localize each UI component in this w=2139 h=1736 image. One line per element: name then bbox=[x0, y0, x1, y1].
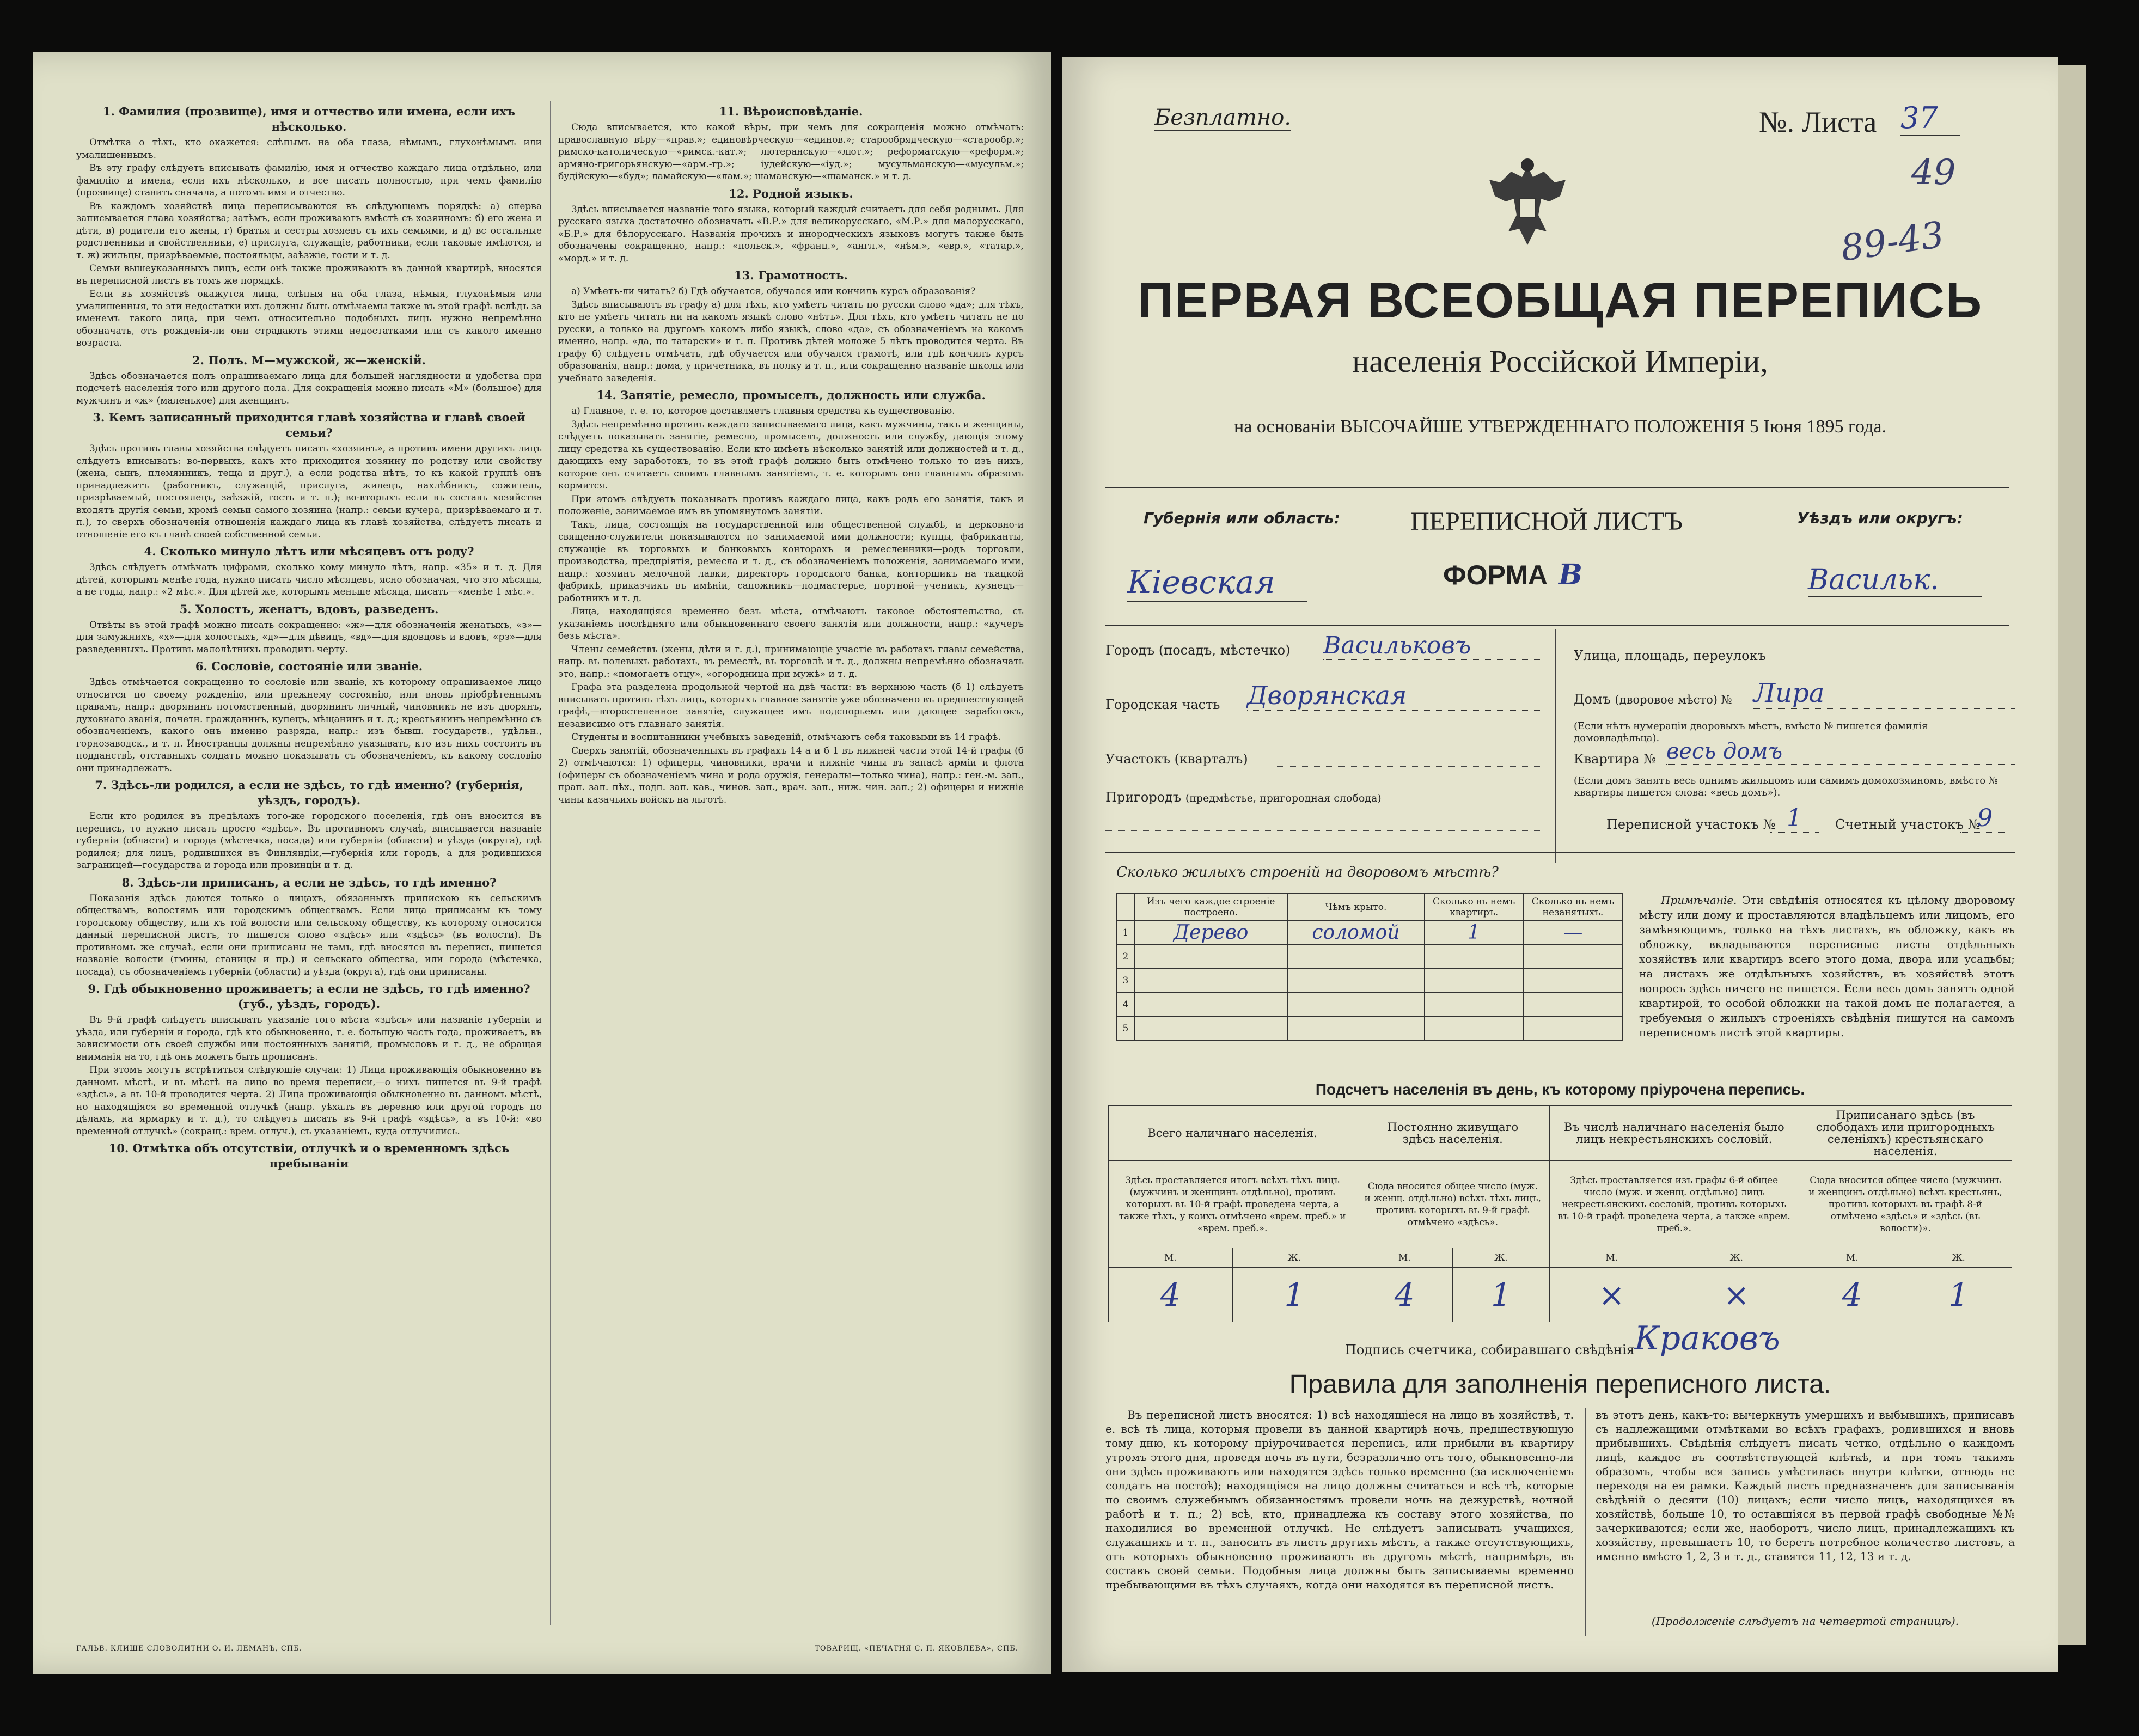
instruction-paragraph: Въ эту графу слѣдуетъ вписывать фамилію, имя и отчество каждаго лица отдѣльно, или фамилію и имена, если ихъ нѣсколько, и все писать полностью, при чемъ фамилію (прозвище) ставить сначала, а потомъ имя и отчество. bbox=[76, 163, 542, 198]
buildings-table bbox=[1116, 893, 1623, 1041]
instruction-paragraph: Здѣсь обозначается полъ опрашиваемаго лица для большей наглядности и удобства при подсчетѣ населенія того или другого пола. Для сокращенія можно писать «М» (большое) для мужчинъ и «ж» (маленькое) для женщинъ. bbox=[76, 370, 542, 406]
rules-column-1: Въ переписной листъ вносятся: 1) всѣ находящіеся на лицо въ хозяйствѣ, т. е. всѣ тѣ лица, которыя провели въ данной квартирѣ ночь, предшествующую тому дню, къ которому пріурочивается перепись, или прибыли въ квартиру утромъ этого дня, проведя ночь въ пути, безразлично отъ того, обыкновенно-ли они здѣсь проживаютъ или находятся здѣсь только временно (за исключеніемъ солдатъ на постоѣ); находящіяся на лицо должны считаться и всѣ тѣ, которые по своимъ служебнымъ обязанностямъ провели ночь на дежурствѣ, ночной работѣ и т. п.; 2) всѣ, кто, принадлежа къ составу этого хозяйства, по находилися во временной отлучкѣ. Не слѣдуетъ записывать учащихся, служащихъ и т. п., заносить въ листъ другихъ мѣстъ, а также отсутствующихъ, отъ которыхъ обыкновенно проживаютъ въ другомъ мѣстѣ, напримѣръ, въ составъ своей семьи. Подобныя лица должны быть записываемы временно пребывающими въ тѣхъ случаяхъ, когда они находятся въ переписной листъ. bbox=[1105, 1408, 1574, 1591]
house-hint: (Если нѣтъ нумераціи дворовыхъ мѣстъ, вмѣсто № пишется фамилія домовладѣльца). bbox=[1574, 720, 1928, 744]
instruction-paragraph: Въ каждомъ хозяйствѣ лица переписываются въ слѣдующемъ порядкѣ: а) сперва записывается глава хозяйства; затѣмъ, если проживаютъ вмѣстѣ съ хозяиномъ: б) его жена и дѣти, в) родители его жены, г) братья и сестры хозяевъ съ ихъ семьями, и д) вс остальные родственники и свойственники, е) прислуга, служащіе, работники, если таковые имѣются, и т. ж) жильцы, призрѣваемые, постояльцы, заѣзжіе, гости и т. д. bbox=[76, 200, 542, 261]
tally-desc-present: Здѣсь проставляется итогъ всѣхъ тѣхъ лицъ (мужчинъ и женщинъ отдѣльно), противъ которыхъ въ 10-й графѣ проведена черта, а также тѣхъ, у коихъ отмѣчено «врем. преб.» и «врем. преб.». bbox=[1109, 1161, 1356, 1248]
address-divider bbox=[1555, 629, 1556, 863]
instruction-heading: 12. Родной языкъ. bbox=[729, 186, 853, 200]
sex-female-label: Ж. bbox=[1453, 1248, 1549, 1268]
buildings-cell-material bbox=[1134, 945, 1287, 969]
buildings-cell-roof bbox=[1287, 945, 1425, 969]
free-label: Безплатно. bbox=[1154, 105, 1292, 130]
continued-note: (Продолженіе слѣдуетъ на четвертой страницѣ). bbox=[1651, 1615, 1959, 1628]
section-label: Участокъ (кварталъ) bbox=[1105, 751, 1248, 767]
town-label: Городъ (посадъ, мѣстечко) bbox=[1105, 643, 1291, 658]
instruction-paragraph: Члены семействъ (жены, дѣти и т. д.), принимающіе участіе въ работахъ главы семейства, напр. въ полевыхъ работахъ, въ ремеслѣ, въ торговлѣ и т. д., должны непремѣнно обозначать это, напр.: «помогаетъ отцу», «огородница при мужѣ» и т. д. bbox=[558, 644, 1024, 680]
sex-male-label: М. bbox=[1356, 1248, 1453, 1268]
instruction-heading: 1. Фамилия (прозвище), имя и отчество или имена, если ихъ нѣсколько. bbox=[102, 105, 516, 133]
suburb-label-text: Пригородъ bbox=[1105, 790, 1182, 805]
instruction-paragraph: Такъ, лица, состоящія на государственной или общественной службѣ, и церковно-и священно-служители показываются по занимаемой ими должности; купцы, фабриканты, служащіе въ торговыхъ и банковыхъ конторахъ и ремесленники—родъ торговли, производства, предпріятія, ремесла и т. д., съ обозначеніемъ положенія, занимаемаго ими, напр.: хозяинъ мелочной лавки, директоръ городского банка, конторщикъ на ткацкой фабрикѣ, приказчикъ въ имѣніи, сапожникъ—подмастерье, портной—ученикъ, кузнецъ—работникъ и т. д. bbox=[558, 519, 1024, 604]
instruction-paragraph: Здѣсь вписываютъ въ графу а) для тѣхъ, кто умѣетъ читать по русски слово «да»; для тѣхъ, кто не умѣетъ читать ни на какомъ языкѣ слово «нѣтъ». Для тѣхъ, кто умѣетъ читать не по русски, а только на другомъ какомъ либо языкѣ, слово «да», съ обозначеніемъ на какомъ именно, напр. «да, по татарски» и т. п. Противъ дѣтей моложе 5 лѣтъ проводится черта. Въ графу б) слѣдуетъ отмѣчать, гдѣ обучается или обучался грамотѣ, или гдѣ кончилъ курсъ образованія, напр.: дома, у причетника, въ полку и т. п., или сокращенно названіе школы или учебнаго заведенія. bbox=[558, 299, 1024, 384]
tally-header-present: Всего наличнаго населенія. bbox=[1109, 1106, 1356, 1161]
count-district-value: 9 bbox=[1960, 804, 2009, 833]
house-value: Лира bbox=[1753, 678, 2015, 709]
buildings-table-row bbox=[1117, 969, 1623, 993]
buildings-cell-vacant bbox=[1523, 945, 1622, 969]
instruction-paragraph: Сверхъ занятій, обозначенныхъ въ графахъ 14 а и б 1 въ нижней части этой 14-й графы (б 2) отмѣчаются: 1) офицеры, чиновники, врачи и нижніе чины въ запасѣ арміи и флота (офицеры съ обозначеніемъ чина и рода оружія, генералы—только чина), напр.: ген.-м. зап., прап. зап. пѣх., подп. зап. кав., чинов. зап., врач. зап., ниж. чин. зап.; 2) офицеры и нижніе чины казачьихъ войскъ на льготѣ. bbox=[558, 745, 1024, 805]
sex-male-label: М. bbox=[1109, 1248, 1233, 1268]
archive-mark-2: 89-43 bbox=[1838, 213, 1947, 270]
instruction-heading: 14. Занятіе, ремесло, промыселъ, должность или служба. bbox=[596, 388, 986, 402]
buildings-cell-n: 4 bbox=[1117, 993, 1135, 1017]
instruction-paragraph: При этомъ слѣдуетъ показывать противъ каждаго лица, какъ родъ его занятія, такъ и положеніе, занимаемое имъ въ упомянутомъ занятіи. bbox=[558, 493, 1024, 517]
tally-sex-row bbox=[1109, 1248, 2012, 1268]
note bbox=[1639, 893, 2015, 1040]
buildings-table-row bbox=[1117, 945, 1623, 969]
instruction-paragraph: Здѣсь отмѣчается сокращенно то сословіе или званіе, къ которому опрашиваемое лицо относится по своему рожденію, или прежнему состоянію, или вновь пріобрѣтеннымъ правамъ, напр.: дворянинъ потомственный, дворянинъ личный, чиновникъ не изъ дворянъ, духовнаго званія, почетн. гражданинъ, купецъ, мѣщанинъ и т. д.; крестьянинъ непремѣнно съ обозначеніемъ, какого онъ именно разряда, напр.: изъ бывш. государств., удѣльн., горнозаводск., и т. п. Иностранцы должны непремѣнно указывать, кто изъ нихъ состоитъ въ подданствѣ, отставныхъ солдатъ можно показывать съ обозначеніемъ, къ какому сословію они принадлежатъ. bbox=[76, 677, 542, 774]
district-label: Уѣздъ или округъ: bbox=[1797, 509, 1963, 527]
tally-desc-non-peasant: Здѣсь проставляется изъ графы 6-й общее число (муж. и женщ. отдѣльно) лицъ некрестьянскихъ сословій, противъ которыхъ въ 10-й графѣ проведена черта, а также «врем. преб.». bbox=[1549, 1161, 1799, 1248]
buildings-table-row bbox=[1117, 1017, 1623, 1041]
buildings-cell-material bbox=[1134, 993, 1287, 1017]
tally-header-non-peasant: Въ числѣ наличнаго населенія было лицъ некрестьянскихъ сословій. bbox=[1549, 1106, 1799, 1161]
instruction-paragraph: Здѣсь слѣдуетъ отмѣчать цифрами, сколько кому минуло лѣтъ, напр. «35» и т. д. Для дѣтей, которымъ менѣе года, нужно писать число мѣсяцевъ, ясно обозначая, что это мѣсяцы, а не годы, напр.: «2 мѣс.». Для дѣтей же, которымъ меньше мѣсяца, писать—«менѣе 1 мѣс.». bbox=[76, 562, 542, 597]
imprint-left: ГАЛЬВ. КЛИШЕ СЛОВОЛИТНИ О. И. ЛЕМАНЪ, СПБ. bbox=[76, 1645, 302, 1653]
rules-title: Правила для заполненія переписного листа. bbox=[1289, 1370, 1831, 1399]
buildings-table-row bbox=[1117, 993, 1623, 1017]
instruction-paragraph: а) Главное, т. е. то, которое доставляетъ главныя средства къ существованію. bbox=[571, 406, 955, 417]
header-vacant: Сколько въ немъ незанятыхъ. bbox=[1523, 894, 1622, 921]
apartment-value: весь домъ bbox=[1666, 739, 2015, 765]
instruction-paragraph: Показанія здѣсь даются только о лицахъ, обязанныхъ припискою къ сельскимъ обществамъ, волостямъ или городскимъ обществамъ. Если лица приписаны къ тому городскому обществу, или къ той волости или сельскому обществу, къ которому относится данный переписной листъ, то пишется слово «здѣсь» или «здѣсь» (въ волости). Въ противномъ же случаѣ, если они приписаны не тамъ, гдѣ вносятся въ перепись, пишется названіе волости (гмины, станицы и пр.) и сельскаго общества, или города (мѣстечка, посада), съ обозначеніемъ губерніи (области) и уѣзда (округа), гдѣ они приписаны. bbox=[76, 893, 542, 977]
header-roof: Чѣмъ крыто. bbox=[1287, 894, 1425, 921]
tally-value: 4 bbox=[1799, 1268, 1905, 1322]
sex-female-label: Ж. bbox=[1905, 1248, 2012, 1268]
buildings-cell-vacant bbox=[1523, 993, 1622, 1017]
sex-male-label: М. bbox=[1799, 1248, 1905, 1268]
instruction-heading: 11. Вѣроисповѣданіе. bbox=[719, 105, 863, 118]
house-note: (дворовое мѣсто) № bbox=[1615, 693, 1732, 706]
rules-divider bbox=[1585, 1408, 1586, 1636]
count-district-label: Счетный участокъ № bbox=[1835, 817, 1981, 832]
buildings-cell-apts bbox=[1425, 993, 1524, 1017]
tally-value: 1 bbox=[1232, 1268, 1356, 1322]
suburb-note: (предмѣстье, пригородная слобода) bbox=[1185, 792, 1382, 804]
buildings-table-row bbox=[1117, 921, 1623, 945]
instructions-column-1 bbox=[76, 101, 542, 1642]
tally-value: 1 bbox=[1905, 1268, 2012, 1322]
instruction-paragraph: Если въ хозяйствѣ окажутся лица, слѣпыя на оба глаза, нѣмыя, глухонѣмыя или умалишенныя, то эти недостатки ихъ должны быть отмѣчаемы также въ этой графѣ вслѣдъ за именемъ такого лица, при чемъ относительно подобныхъ лицъ нужно непремѣнно обозначать, отъ рожденія-ли они страдаютъ этими недостатками или съ какого именно возраста. bbox=[76, 289, 542, 349]
buildings-cell-roof bbox=[1287, 969, 1425, 993]
tally-header-permanent: Постоянно живущаго здѣсь населенія. bbox=[1356, 1106, 1549, 1161]
buildings-cell-roof bbox=[1287, 1017, 1425, 1041]
instruction-heading: 5. Холостъ, женатъ, вдовъ, разведенъ. bbox=[179, 602, 439, 616]
suburb-label bbox=[1105, 790, 1382, 805]
signature-label: Подпись счетчика, собиравшаго свѣдѣнія bbox=[1345, 1342, 1635, 1358]
tally-value: × bbox=[1674, 1268, 1799, 1322]
sex-female-label: Ж. bbox=[1674, 1248, 1799, 1268]
buildings-cell-vacant bbox=[1523, 969, 1622, 993]
tally-description-row bbox=[1109, 1161, 2012, 1248]
population-tally-table bbox=[1108, 1105, 2012, 1322]
buildings-cell-n: 3 bbox=[1117, 969, 1135, 993]
tally-header-peasant: Приписанаго здѣсь (въ слободахъ или пригородныхъ селеніяхъ) крестьянскаго населенія. bbox=[1799, 1106, 2012, 1161]
census-district-label: Переписной участокъ № bbox=[1606, 817, 1776, 832]
imprint-right: ТОВАРИЩ. «ПЕЧАТНЯ С. П. ЯКОВЛЕВА», СПБ. bbox=[815, 1645, 1018, 1653]
section-field bbox=[1277, 766, 1541, 767]
instruction-paragraph: Графа эта разделена продольной чертой на двѣ части: въ верхнюю часть (б 1) слѣдуетъ вписывать противъ тѣхъ лицъ, которыхъ главное занятіе уже обозначено въ предшествующей графѣ,—второстепенное занятіе, служащее имъ подспорьемъ или дающее заработокъ, независимо отъ главнаго занятія. bbox=[558, 682, 1024, 730]
buildings-cell-apts: 1 bbox=[1425, 921, 1524, 945]
instruction-heading: 9. Гдѣ обыкновенно проживаетъ; а если не здѣсь, то гдѣ именно? (губ., уѣздъ, городъ). bbox=[88, 982, 530, 1011]
suburb-field bbox=[1105, 830, 1541, 831]
buildings-cell-material bbox=[1134, 969, 1287, 993]
instruction-heading-10: 10. Отмѣтка объ отсутствіи, отлучкѣ и о временномъ здѣсь пребываніи bbox=[108, 1141, 510, 1170]
house-label-text: Домъ bbox=[1574, 692, 1611, 707]
buildings-cell-apts bbox=[1425, 969, 1524, 993]
buildings-cell-roof bbox=[1287, 993, 1425, 1017]
rules-column-2: въ этотъ день, какъ-то: вычеркнуть умершихъ и выбывшихъ, приписавъ съ надлежащими отмѣтками во всѣхъ графахъ, родившихся и вновь прибывшихъ. Свѣдѣнія слѣдуетъ писать четко, отдѣльно о каждомъ лицѣ, каждое въ соотвѣтствующей клѣткѣ, и при томъ такимъ образомъ, чтобы вся запись умѣстилась внутри клѣтки, отнюдь не переходя на ея рамки. Каждый листъ предназначенъ для записыванія свѣдѣній о десяти (10) лицахъ; если число лицъ, находящихся въ хозяйствѣ, больше 10, то оставшіяся въ первой графѣ свободные №№ зачеркиваются; если же, наоборотъ, число лицъ, принадлежащихъ къ хозяйству, превышаетъ 10, то беретъ потребное количество листовъ, а именно вмѣсто 1, 2, 3 и т. д., ставятся 11, 12, 13 и т. д. bbox=[1596, 1408, 2015, 1563]
instruction-heading: 8. Здѣсь-ли приписанъ, а если не здѣсь, то гдѣ именно? bbox=[121, 875, 497, 889]
house-label bbox=[1574, 692, 1732, 707]
sheet-number-label: №. Листа bbox=[1759, 106, 1877, 138]
note-text: Эти свѣдѣнія относятся къ цѣлому дворовому мѣсту или дому и проставляются владѣльцемъ или лицомъ, его замѣняющимъ, только на тѣхъ листахъ, въ обложку, какъ въ обложку, вкладываются переписные листы отдѣльныхъ хозяйствъ или квартиръ всего этого дома, двора или усадьбы; на листахъ же отдѣльныхъ хозяйствъ, въ хозяйствѣ этотъ вопросъ здѣсь ничего не пишется. Если весь домъ занятъ одной квартирой, то особой обложки на такой домъ не полагается, а требуемыя о жилыхъ строеніяхъ свѣдѣнія пишутся на самомъ переписномъ листѣ этой квартиры. bbox=[1639, 894, 2015, 1039]
instruction-paragraph: Сюда вписывается, кто какой вѣры, при чемъ для сокращенія можно отмѣчать: православную вѣру—«прав.»; единовѣрческую—«единов.»; старообрядческую—«старообр.»; римско-католическую—«римск.-кат.»; лютеранскую—«лют.»; реформатскую—«реформ.»; армяно-григорьянскую—«арм.-гр.»; іудейскую—«іуд.»; мусульманскую—«мусульм.»; будійскую—«буд»; ламайскую—«лам.»; шаманскую—«шаманск.» и т. д. bbox=[558, 122, 1024, 182]
header-material: Изъ чего каждое строеніе построено. bbox=[1134, 894, 1287, 921]
province-value: Кіевская bbox=[1127, 564, 1307, 602]
instruction-paragraph: Студенты и воспитанники учебныхъ заведеній, отмѣчаютъ себя таковыми въ 14 графѣ. bbox=[571, 732, 1001, 743]
buildings-cell-material bbox=[1134, 1017, 1287, 1041]
town-part-label: Городская часть bbox=[1105, 697, 1220, 712]
sheet-title: ПЕРЕПИСНОЙ ЛИСТЪ bbox=[1410, 507, 1683, 536]
town-value: Васильковъ bbox=[1323, 632, 1541, 660]
buildings-cell-n: 2 bbox=[1117, 945, 1135, 969]
instruction-heading: 2. Полъ. М—мужской, ж—женскій. bbox=[192, 353, 426, 367]
form-letter-value: В bbox=[1558, 558, 1582, 591]
tally-value: 4 bbox=[1356, 1268, 1453, 1322]
form-title: ПЕРВАЯ ВСЕОБЩАЯ ПЕРЕПИСЬ bbox=[1137, 273, 1983, 328]
tally-value: × bbox=[1549, 1268, 1674, 1322]
buildings-cell-apts bbox=[1425, 1017, 1524, 1041]
instructions-column-2 bbox=[558, 101, 1024, 1642]
sex-female-label: Ж. bbox=[1232, 1248, 1356, 1268]
tally-header-row bbox=[1109, 1106, 2012, 1161]
archive-mark: 49 bbox=[1911, 152, 1956, 193]
note-title: Примѣчаніе. bbox=[1661, 894, 1737, 907]
imperial-eagle-emblem bbox=[1484, 155, 1571, 253]
tally-values-row bbox=[1109, 1268, 2012, 1322]
instruction-paragraph: Здѣсь непремѣнно противъ каждаго записываемаго лица, какъ мужчины, такъ и женщины, слѣдуетъ показывать занятіе, ремесло, промыселъ, должность или службу, дающія этому лицу средства къ существованію. Если кто имѣетъ нѣсколько занятій или должностей и т. д., дающихъ ему заработокъ, то въ этой графѣ должно быть отмѣчено только то изъ нихъ, которое онъ считаетъ своимъ главнымъ занятіемъ, т. е. которымъ оно главнымъ образомъ кормится. bbox=[558, 419, 1024, 491]
town-part-value: Дворянская bbox=[1247, 681, 1541, 711]
instruction-paragraph: Здѣсь вписывается названіе того языка, который каждый считаетъ для себя роднымъ. Для русскаго языка достаточно обозначать «В.Р.» для великорусскаго, «М.Р.» для малорусскаго, «Б.Р.» для бѣлорусскаго. Названія прочихъ и инородческихъ языковъ могутъ также быть обозначены сокращенно, напр.: «польск.», «франц.», «англ.», «нѣм.», «евр.», «татар.», «морд.» и т. д. bbox=[558, 204, 1024, 264]
census-district-value: 1 bbox=[1770, 804, 1819, 833]
instruction-paragraph: Въ 9-й графѣ слѣдуетъ вписывать указаніе того мѣста «здѣсь» или названіе губерніи и уѣзда, или губерніи и города, гдѣ кто обыкновенно, т. е. большую часть года, проживаетъ, въ зависимости отъ своей службы или постоянныхъ занятій, промысловъ и т. д., не обращая вниманія на то, гдѣ онъ можетъ быть прописанъ. bbox=[76, 1014, 542, 1062]
instruction-paragraph: Семьи вышеуказанныхъ лицъ, если онѣ также проживаютъ въ данной квартирѣ, вносятся въ переписной листъ въ томъ же порядкѣ. bbox=[76, 263, 542, 286]
form-basis: на основаніи ВЫСОЧАЙШЕ УТВЕРЖДЕННАГО ПОЛОЖЕНІЯ 5 Іюня 1895 года. bbox=[1234, 417, 1886, 437]
tally-title: Подсчетъ населенія въ день, къ которому пріурочена перепись. bbox=[1315, 1081, 1805, 1098]
instruction-paragraph: а) Умѣетъ-ли читать? б) Гдѣ обучается, обучался или кончилъ курсъ образованія? bbox=[571, 286, 976, 297]
form-letter-label: ФОРМА bbox=[1443, 560, 1548, 590]
district-value: Васильк. bbox=[1808, 564, 1982, 597]
instruction-heading: 4. Сколько минуло лѣтъ или мѣсяцевъ отъ роду? bbox=[144, 545, 474, 558]
buildings-cell-vacant: — bbox=[1523, 921, 1622, 945]
buildings-table-header bbox=[1117, 894, 1623, 921]
sheet-number-value: 37 bbox=[1900, 101, 1960, 136]
buildings-cell-n: 1 bbox=[1117, 921, 1135, 945]
tally-value: 1 bbox=[1453, 1268, 1549, 1322]
instruction-paragraph: Лица, находящіяся временно безъ мѣста, отмѣчаютъ таковое обстоятельство, съ указаніемъ послѣдняго или обыкновеннаго своего занятія или должности, напр.: «кучеръ безъ мѣста». bbox=[558, 606, 1024, 641]
tally-desc-peasant: Сюда вносится общее число (мужчинъ и женщинъ отдѣльно) всѣхъ крестьянъ, противъ которыхъ въ графѣ 8-й отмѣчено «здѣсь» и «здѣсь (въ волости)». bbox=[1799, 1161, 2012, 1248]
instruction-paragraph: При этомъ могутъ встрѣтиться слѣдующіе случаи: 1) Лица проживающія обыкновенно въ данномъ мѣстѣ, и въ мѣстѣ на лицо во время переписи,—о нихъ пишется въ 9-й графѣ «здѣсь», а въ 10-й проводится черта. 2) Лица проживающія обыкновенно въ данномъ мѣстѣ, но находящіяся во временной отлучкѣ (напр. уѣхалъ въ деревню или другой городъ по дѣламъ, на ярмарку и т. д.), то слѣдуетъ писать въ 9-й графѣ «здѣсь», а въ 10-й: «во временной отлучкѣ» (сокращ.: врем. отлуч.), съ указаніемъ, куда отлучились. bbox=[76, 1065, 542, 1137]
sex-male-label: М. bbox=[1549, 1248, 1674, 1268]
buildings-question: Сколько жилыхъ строеній на дворовомъ мѣстѣ? bbox=[1116, 864, 1499, 881]
instruction-paragraph: Отвѣты въ этой графѣ можно писать сокращенно: «ж»—для обозначенія женатыхъ, «з»—для замужнихъ, «х»—для холостыхъ, «д»—для дѣвицъ, «вд»—для вдовцовъ и вдовъ, «рз»—для разведенныхъ. Противъ малолѣтнихъ проводить черту. bbox=[76, 619, 542, 655]
buildings-cell-apts bbox=[1425, 945, 1524, 969]
form-label bbox=[1443, 558, 1582, 591]
instruction-paragraph: Если кто родился въ предѣлахъ того-же городского поселенія, гдѣ онъ вносится въ перепись, то нужно писать просто «здѣсь». Въ противномъ случаѣ, вписывается названіе губерніи (области) и города (мѣстечка, посада) или губерніи (области) и уѣзда (округа), гдѣ родился; для лицъ, родившихся въ Финляндіи,—губернія или городъ, а для родившихся заграницей—государства и города или провинціи и т. д. bbox=[76, 811, 542, 871]
section-divider bbox=[1105, 852, 2015, 853]
buildings-cell-roof: соломой bbox=[1287, 921, 1425, 945]
instruction-heading: 13. Грамотность. bbox=[734, 268, 848, 282]
buildings-cell-material: Дерево bbox=[1134, 921, 1287, 945]
street-label: Улица, площадь, переулокъ bbox=[1574, 648, 1766, 663]
instruction-heading: 6. Сословіе, состояніе или званіе. bbox=[195, 659, 423, 673]
tally-value: 4 bbox=[1109, 1268, 1233, 1322]
tally-desc-permanent: Сюда вносится общее число (муж. и женщ. отдѣльно) всѣхъ тѣхъ лицъ, противъ которыхъ въ 9-й графѣ отмѣчено «здѣсь». bbox=[1356, 1161, 1549, 1248]
instruction-heading: 7. Здѣсь-ли родился, а если не здѣсь, то гдѣ именно? (губернія, уѣздъ, городъ). bbox=[95, 778, 523, 807]
left-page bbox=[33, 52, 1051, 1674]
apartment-label: Квартира № bbox=[1574, 751, 1657, 767]
instruction-heading: 3. Кемъ записанный приходится главѣ хозяйства и главѣ своей семьи? bbox=[93, 411, 525, 439]
form-subtitle: населенія Россійской Имперіи, bbox=[1352, 344, 1768, 379]
instruction-paragraph: Здѣсь противъ главы хозяйства слѣдуетъ писать «хозяинъ», а противъ имени другихъ лицъ слѣдуетъ вписывать: во-первыхъ, какъ кто приходится хозяину по родству или свойству (жена, сынъ, племянникъ, теща и друг.), а если родства нѣтъ, то къ какой группѣ онъ принадлежитъ (работникъ, служащій, прислуга, жилецъ, нахлѣбникъ, сожитель, призрѣваемый, постоялецъ, заѣзжій, гость и т. п.); во-вторыхъ если въ составъ хозяйства входятъ другія семьи, кромѣ семьи самого хозяина (напр.: семьи кучера, призрѣваемаго и т. п.), то сверхъ обозначенія отношенія каждаго лица къ главѣ хозяйства, слѣдуетъ писать и отношеніе его къ главѣ своей собственной семьи. bbox=[76, 443, 542, 540]
buildings-cell-n: 5 bbox=[1117, 1017, 1135, 1041]
header-apartments: Сколько въ немъ квартиръ. bbox=[1425, 894, 1524, 921]
buildings-cell-vacant bbox=[1523, 1017, 1622, 1041]
census-form-page bbox=[1062, 57, 2058, 1672]
signature-value: Краковъ bbox=[1615, 1319, 1800, 1358]
instruction-paragraph: Отмѣтка о тѣхъ, кто окажется: слѣпымъ на оба глаза, нѣмымъ, глухонѣмымъ или умалишеннымъ. bbox=[76, 137, 542, 161]
province-label: Губернія или область: bbox=[1144, 509, 1340, 527]
apartment-hint: (Если домъ занятъ весь однимъ жильцомъ или самимъ домохозяиномъ, вмѣсто № квартиры пишется слова: «весь домъ»). bbox=[1574, 775, 1998, 798]
header-number bbox=[1117, 894, 1135, 921]
column-divider bbox=[550, 101, 551, 1625]
